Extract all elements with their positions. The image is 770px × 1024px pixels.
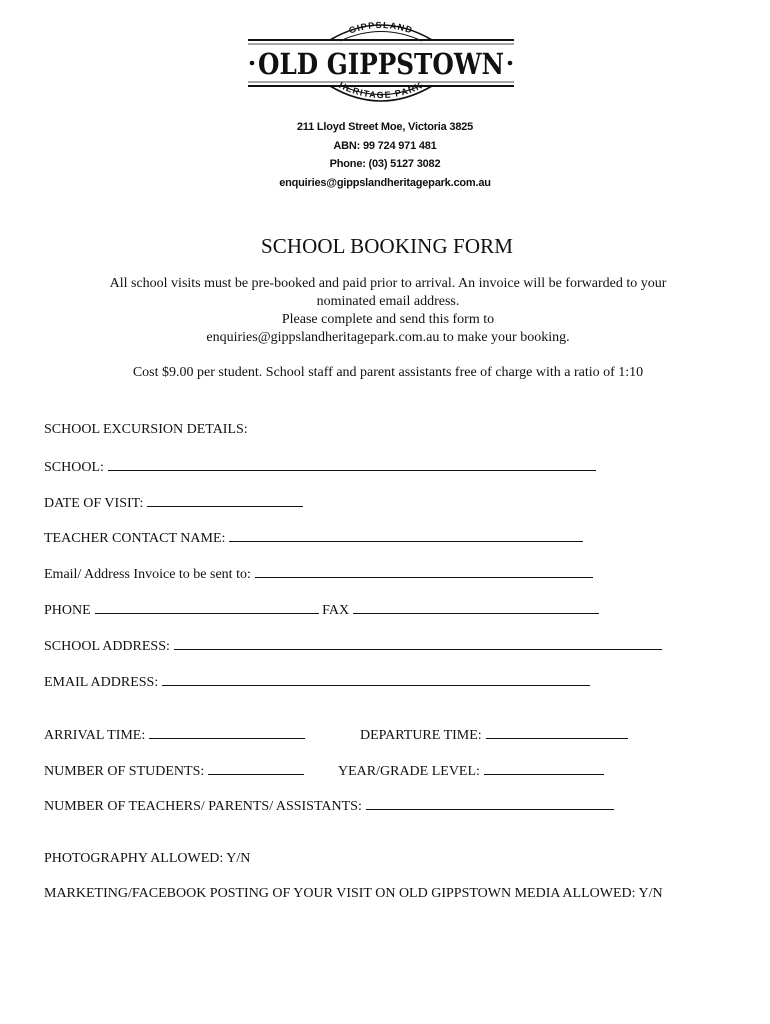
- contact-abn: ABN: 99 724 971 481: [333, 139, 437, 152]
- email-address-line[interactable]: [162, 672, 590, 686]
- number-of-teachers-label: NUMBER OF TEACHERS/ PARENTS/ ASSISTANTS:: [44, 799, 362, 814]
- intro-line: Please complete and send this form to: [281, 312, 495, 327]
- school-address-line[interactable]: [174, 636, 662, 650]
- invoice-email-label: Email/ Address Invoice to be sent to:: [44, 567, 251, 582]
- contact-address: 211 Lloyd Street Moe, Victoria 3825: [296, 121, 474, 133]
- email-address-label: EMAIL ADDRESS:: [44, 675, 159, 690]
- svg-text:GIPPSLAND: [348, 20, 415, 36]
- teacher-contact-label: TEACHER CONTACT NAME:: [44, 531, 226, 546]
- school-address-row: [44, 636, 662, 656]
- date-of-visit-line[interactable]: [147, 493, 303, 507]
- school-field-row: [44, 457, 596, 477]
- logo-top-text: GIPPSLAND: [347, 19, 415, 36]
- phone-fax-row: [44, 600, 599, 620]
- teacher-contact-row: [44, 528, 583, 548]
- number-of-students-label: NUMBER OF STUDENTS:: [44, 764, 205, 779]
- contact-block: [0, 118, 770, 192]
- number-of-students-row: [44, 761, 304, 781]
- departure-time-label: DEPARTURE TIME:: [360, 728, 482, 743]
- arrival-time-label: ARRIVAL TIME:: [44, 728, 146, 743]
- number-of-students-line[interactable]: [208, 761, 304, 775]
- school-line[interactable]: [108, 457, 596, 471]
- departure-time-line[interactable]: [486, 725, 628, 739]
- section-heading: SCHOOL EXCURSION DETAILS:: [44, 422, 248, 437]
- invoice-email-line[interactable]: [255, 564, 593, 578]
- date-of-visit-row: [44, 493, 303, 513]
- contact-email: enquiries@gippslandheritagepark.com.au: [279, 176, 491, 189]
- intro-line: All school visits must be pre-booked and paid prior to arrival. An invoice will be forwarded to your: [109, 276, 667, 291]
- school-address-label: SCHOOL ADDRESS:: [44, 639, 170, 654]
- arrival-time-row: [44, 725, 305, 745]
- number-of-teachers-row: [44, 796, 614, 816]
- year-grade-label: YEAR/GRADE LEVEL:: [338, 764, 480, 779]
- teacher-contact-line[interactable]: [229, 528, 583, 542]
- fax-line[interactable]: [353, 600, 599, 614]
- phone-line[interactable]: [95, 600, 319, 614]
- marketing-allowed[interactable]: MARKETING/FACEBOOK POSTING OF YOUR VISIT ON OLD GIPPSTOWN MEDIA ALLOWED: Y/N: [44, 886, 663, 901]
- date-of-visit-label: DATE OF VISIT:: [44, 496, 144, 511]
- number-of-teachers-line[interactable]: [366, 796, 614, 810]
- year-grade-row: [338, 761, 604, 781]
- fax-label: FAX: [322, 603, 350, 618]
- year-grade-line[interactable]: [484, 761, 604, 775]
- intro-line: nominated email address.: [316, 294, 460, 309]
- form-title: SCHOOL BOOKING FORM: [261, 234, 513, 258]
- logo-bottom-text: HERITAGE PARK: [337, 80, 425, 101]
- old-gippstown-logo: [244, 18, 518, 108]
- school-label: SCHOOL:: [44, 460, 104, 475]
- email-address-row: [44, 672, 590, 692]
- departure-time-row: [360, 725, 628, 745]
- photography-allowed[interactable]: PHOTOGRAPHY ALLOWED: Y/N: [44, 851, 251, 866]
- intro-text: [0, 275, 770, 347]
- logo-name: OLD GIPPSTOWN: [258, 47, 504, 81]
- svg-text:HERITAGE PARK: [338, 80, 425, 100]
- contact-phone: Phone: (03) 5127 3082: [329, 158, 441, 170]
- invoice-email-row: [44, 564, 593, 584]
- cost-note: Cost $9.00 per student. School staff and parent assistants free of charge with a ratio of 1:10: [132, 365, 644, 380]
- arrival-time-line[interactable]: [149, 725, 305, 739]
- intro-line: enquiries@gippslandheritagepark.com.au to make your booking.: [206, 330, 570, 345]
- phone-label: PHONE: [44, 603, 91, 618]
